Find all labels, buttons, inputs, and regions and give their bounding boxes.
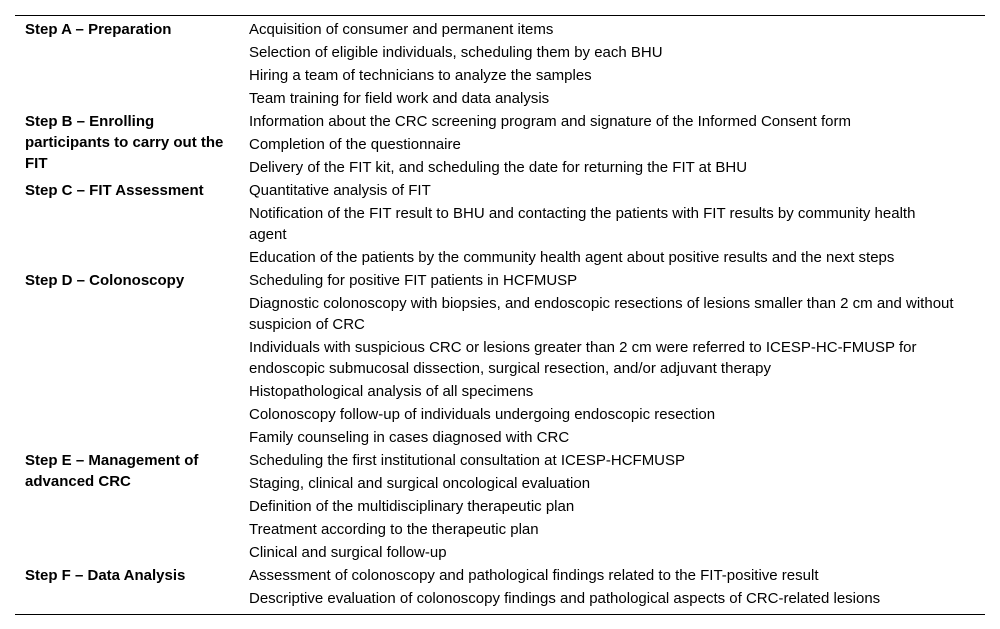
step-item: Descriptive evaluation of colonoscopy findings and pathological aspects of CRC-related lesions [249,590,881,607]
step-item: Histopathological analysis of all specimens [249,383,534,400]
step-item: Colonoscopy follow-up of individuals undergoing endoscopic resection [249,406,716,423]
step-item: Selection of eligible individuals, scheduling them by each BHU [249,44,663,61]
step-row-c [15,179,985,269]
step-label: Step B – Enrolling participants to carry out the FIT [25,113,224,172]
step-label: Step C – FIT Assessment [25,182,204,199]
step-items [249,449,985,564]
step-item: Scheduling for positive FIT patients in HCFMUSP [249,272,578,289]
step-label: Step A – Preparation [25,21,172,38]
step-item: Clinical and surgical follow-up [249,544,447,561]
steps-table [15,15,985,615]
step-item: Quantitative analysis of FIT [249,182,431,199]
step-item: Notification of the FIT result to BHU and contacting the patients with FIT results by community health agent [249,205,916,243]
step-item: Information about the CRC screening program and signature of the Informed Consent form [249,113,851,130]
step-item: Staging, clinical and surgical oncological evaluation [249,475,591,492]
step-label: Step F – Data Analysis [25,567,186,584]
step-item: Education of the patients by the community health agent about positive results and the next steps [249,249,895,266]
step-item: Individuals with suspicious CRC or lesions greater than 2 cm were referred to ICESP-HC-FMUSP for endoscopic submucosal dissection, surgical resection, and/or adjuvant therapy [249,339,917,377]
step-item: Assessment of colonoscopy and pathological findings related to the FIT-positive result [249,567,819,584]
step-items [249,179,985,269]
step-item: Acquisition of consumer and permanent items [249,21,554,38]
step-row-f [15,564,985,610]
step-item: Delivery of the FIT kit, and scheduling the date for returning the FIT at BHU [249,159,748,176]
step-item: Family counseling in cases diagnosed with CRC [249,429,570,446]
step-items [249,564,985,610]
step-item: Definition of the multidisciplinary therapeutic plan [249,498,575,515]
step-item: Treatment according to the therapeutic plan [249,521,539,538]
step-items [249,269,985,449]
step-item: Team training for field work and data analysis [249,90,550,107]
step-item: Scheduling the first institutional consultation at ICESP-HCFMUSP [249,452,686,469]
step-label: Step D – Colonoscopy [25,272,185,289]
step-item: Hiring a team of technicians to analyze the samples [249,67,592,84]
step-label: Step E – Management of advanced CRC [25,452,199,490]
step-items [249,110,985,179]
step-item: Completion of the questionnaire [249,136,461,153]
step-row-e [15,449,985,564]
step-row-d [15,269,985,449]
step-row-a [15,18,985,110]
step-item: Diagnostic colonoscopy with biopsies, and endoscopic resections of lesions smaller than 2 cm and without suspicion of CRC [249,295,954,333]
step-items [249,18,985,110]
step-row-b [15,110,985,179]
